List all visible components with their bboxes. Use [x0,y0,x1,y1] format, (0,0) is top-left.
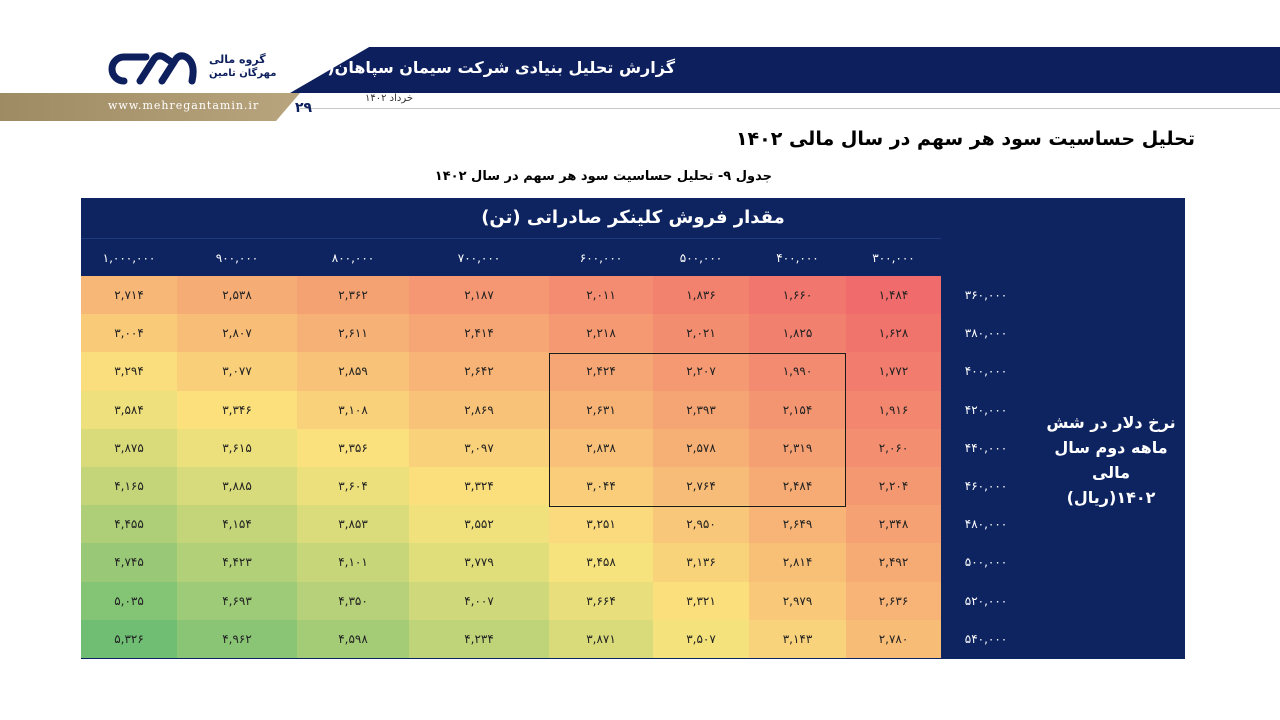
table-cell: ۳,۵۵۲ [409,505,549,543]
table-cell: ۲,۸۳۸ [549,429,653,467]
table-cell: ۲,۳۱۹ [749,429,846,467]
table-cell: ۳,۳۲۴ [409,467,549,505]
table-cell: ۳,۷۷۹ [409,543,549,581]
table-cell: ۲,۳۴۸ [846,505,941,543]
table-cell: ۳,۸۵۳ [297,505,409,543]
table-cell: ۳,۰۴۴ [549,467,653,505]
mehregan-logo-icon [106,51,202,87]
table-cell: ۳,۸۷۱ [549,620,653,658]
column-header: ۶۰۰,۰۰۰ [579,251,623,265]
table-cell: ۴,۴۲۳ [177,543,297,581]
table-cell: ۵,۳۲۶ [81,620,177,658]
table-cell: ۱,۸۳۶ [653,276,749,314]
table-cell: ۲,۸۶۹ [409,391,549,429]
row-axis-label-line1: نرخ دلار در شش [1046,413,1176,432]
table-cell: ۵,۰۳۵ [81,582,177,620]
column-header: ۱,۰۰۰,۰۰۰ [102,251,156,265]
table-cell: ۳,۵۰۷ [653,620,749,658]
table-cell: ۴,۳۵۰ [297,582,409,620]
row-header: ۴۴۰,۰۰۰ [964,440,1008,455]
row-header: ۴۲۰,۰۰۰ [964,402,1008,417]
table-cell: ۴,۹۶۲ [177,620,297,658]
table-cell: ۳,۴۵۸ [549,543,653,581]
table-cell: ۲,۴۲۴ [549,352,653,390]
table-cell: ۳,۰۹۷ [409,429,549,467]
table-cell: ۳,۰۷۷ [177,352,297,390]
page-number: ۲۹ [295,100,313,116]
table-cell: ۳,۲۹۴ [81,352,177,390]
table-cell: ۳,۱۰۸ [297,391,409,429]
row-header: ۴۶۰,۰۰۰ [964,479,1008,494]
table-cell: ۲,۴۸۴ [749,467,846,505]
table-cell: ۲,۲۱۸ [549,314,653,352]
row-header: ۵۲۰,۰۰۰ [964,593,1008,608]
column-header: ۷۰۰,۰۰۰ [457,251,501,265]
table-cell: ۴,۴۵۵ [81,505,177,543]
header-divider [300,108,1280,109]
table-cell: ۱,۴۸۴ [846,276,941,314]
table-cell: ۱,۹۱۶ [846,391,941,429]
website-link[interactable]: www.mehregantamin.ir [108,99,260,112]
table-cell: ۲,۴۱۴ [409,314,549,352]
table-cell: ۴,۵۹۸ [297,620,409,658]
report-date: خرداد ۱۴۰۲ [365,93,414,104]
table-cell: ۲,۲۰۴ [846,467,941,505]
table-cell: ۲,۵۷۸ [653,429,749,467]
table-cell: ۴,۱۶۵ [81,467,177,505]
table-cell: ۴,۰۰۷ [409,582,549,620]
table-cell: ۱,۶۲۸ [846,314,941,352]
table-cell: ۲,۹۵۰ [653,505,749,543]
table-cell: ۴,۱۵۴ [177,505,297,543]
row-header: ۵۴۰,۰۰۰ [964,631,1008,646]
table-cell: ۱,۶۶۰ [749,276,846,314]
table-cell: ۳,۶۱۵ [177,429,297,467]
table-cell: ۳,۲۵۱ [549,505,653,543]
table-cell: ۲,۳۶۲ [297,276,409,314]
row-header: ۴۸۰,۰۰۰ [964,517,1008,532]
table-cell: ۲,۴۹۲ [846,543,941,581]
table-caption: جدول ۹- تحلیل حساسیت سود هر سهم در سال ۱۴۰۲ [434,169,772,184]
table-cell: ۳,۱۳۶ [653,543,749,581]
column-header: ۳۰۰,۰۰۰ [872,251,915,265]
table-cell: ۳,۶۰۴ [297,467,409,505]
table-cell: ۲,۱۸۷ [409,276,549,314]
column-header: ۴۰۰,۰۰۰ [776,251,819,265]
table-cell: ۴,۱۰۱ [297,543,409,581]
table-cell: ۲,۰۶۰ [846,429,941,467]
row-axis-label-line2: ماهه دوم سال مالی [1054,438,1168,482]
table-cell: ۱,۸۲۵ [749,314,846,352]
table-cell: ۲,۷۶۴ [653,467,749,505]
table-cell: ۱,۷۷۲ [846,352,941,390]
table-cell: ۲,۰۱۱ [549,276,653,314]
table-cell: ۲,۹۷۹ [749,582,846,620]
section-title: تحلیل حساسیت سود هر سهم در سال مالی ۱۴۰۲ [735,128,1195,150]
logo-text-group: گروه مالی [209,53,266,66]
row-header: ۴۰۰,۰۰۰ [964,364,1008,379]
table-cell: ۲,۶۳۶ [846,582,941,620]
table-cell: ۳,۳۴۶ [177,391,297,429]
table-cell: ۳,۸۸۵ [177,467,297,505]
table-cell: ۱,۹۹۰ [749,352,846,390]
table-cell: ۳,۶۶۴ [549,582,653,620]
table-cell: ۲,۷۱۴ [81,276,177,314]
row-axis-label-line3: ۱۴۰۲(ریال) [1066,488,1156,507]
table-cell: ۴,۷۴۵ [81,543,177,581]
logo-text-company: مهرگان تامین [209,68,277,79]
header-separator [81,238,941,239]
table-cell: ۳,۳۵۶ [297,429,409,467]
table-cell: ۲,۵۳۸ [177,276,297,314]
row-header: ۵۰۰,۰۰۰ [964,555,1008,570]
table-cell: ۲,۱۵۴ [749,391,846,429]
table-cell: ۴,۲۳۴ [409,620,549,658]
table-cell: ۳,۸۷۵ [81,429,177,467]
table-cell: ۳,۰۰۴ [81,314,177,352]
table-cell: ۲,۰۲۱ [653,314,749,352]
table-cell: ۳,۱۴۳ [749,620,846,658]
table-cell: ۲,۲۰۷ [653,352,749,390]
table-cell: ۲,۸۵۹ [297,352,409,390]
table-cell: ۲,۶۴۲ [409,352,549,390]
table-cell: ۳,۳۲۱ [653,582,749,620]
report-title: گزارش تحلیل بنیادی شرکت سیمان سپاهان(سپاها) [274,58,675,77]
table-cell: ۴,۶۹۳ [177,582,297,620]
column-header: ۸۰۰,۰۰۰ [331,251,375,265]
table-cell: ۲,۶۱۱ [297,314,409,352]
column-header: ۹۰۰,۰۰۰ [215,251,259,265]
column-header: ۵۰۰,۰۰۰ [679,251,723,265]
table-cell: ۲,۶۳۱ [549,391,653,429]
table-cell: ۲,۸۰۷ [177,314,297,352]
table-header: مقدار فروش کلینکر صادراتی (تن) [481,206,785,228]
row-header: ۳۸۰,۰۰۰ [964,326,1008,341]
table-cell: ۲,۸۱۴ [749,543,846,581]
table-cell: ۲,۳۹۳ [653,391,749,429]
table-cell: ۳,۵۸۴ [81,391,177,429]
row-header: ۳۶۰,۰۰۰ [964,288,1008,303]
table-cell: ۲,۶۴۹ [749,505,846,543]
table-cell: ۲,۷۸۰ [846,620,941,658]
row-axis-label [1036,410,1186,510]
